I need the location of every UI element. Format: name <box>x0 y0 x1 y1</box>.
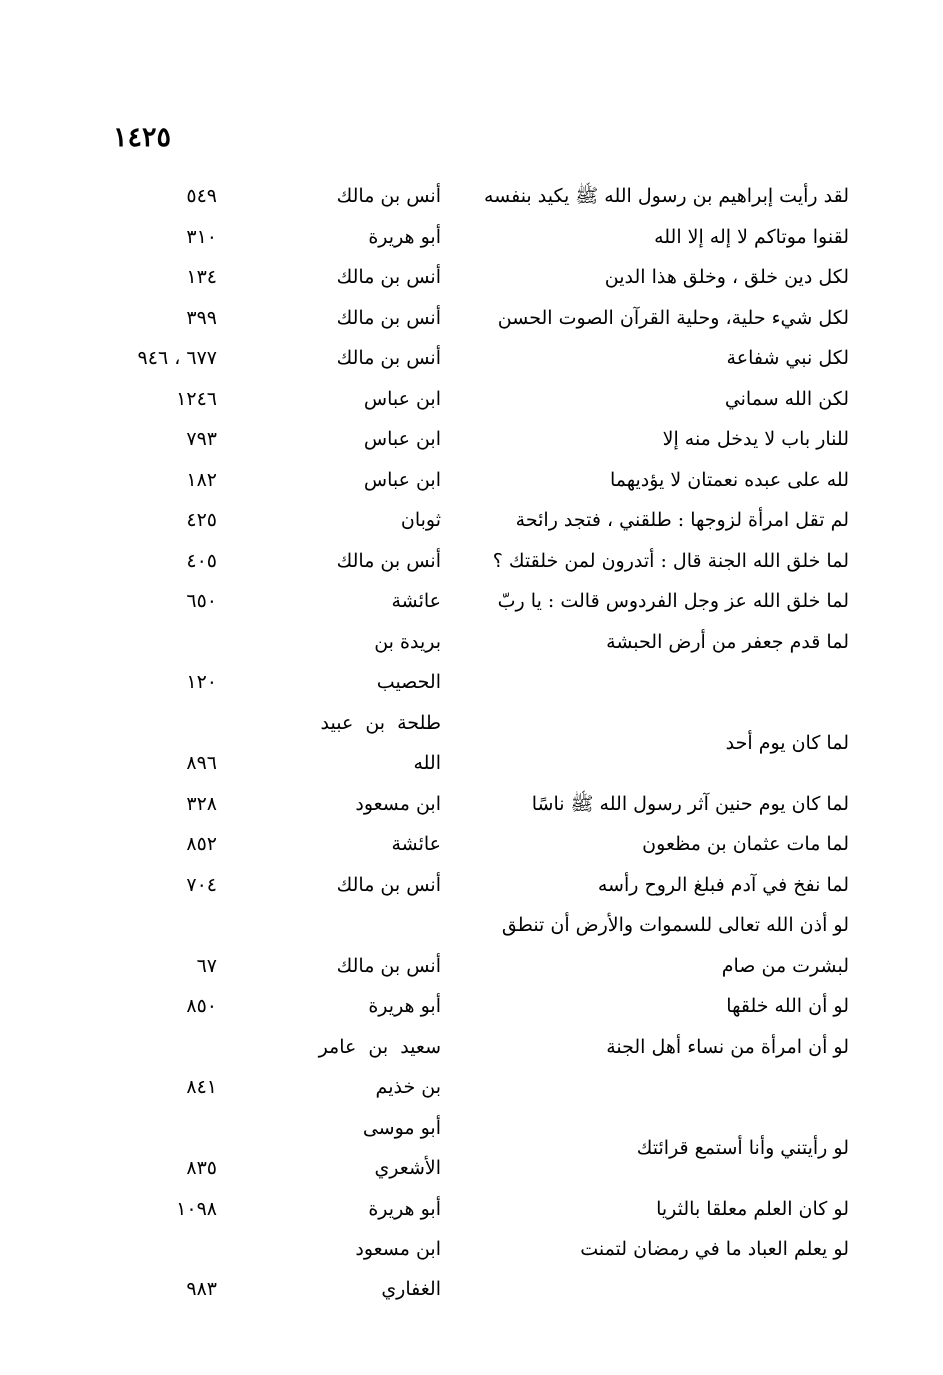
narrator-continued: الحصيب <box>376 670 441 693</box>
narrator: أبو هريرة <box>368 995 441 1017</box>
page-ref: ٦٧٧ ، ٩٤٦ <box>137 347 217 369</box>
narrator: عائشة <box>391 833 441 855</box>
narrator-continued: الغفاري <box>381 1278 441 1300</box>
hadith-text: لو رأيتني وأنا أستمع قرائتك <box>636 1136 849 1159</box>
index-row <box>0 986 943 1027</box>
index-row <box>0 298 943 339</box>
narrator: ابن عباس <box>363 387 441 410</box>
index-row <box>0 784 943 825</box>
index-row <box>0 946 943 987</box>
page-ref: ١٨٢ <box>186 468 217 491</box>
narrator: ابن عباس <box>363 468 441 491</box>
hadith-text: لو يعلم العباد ما في رمضان لتمنت <box>580 1238 849 1260</box>
hadith-text: لو أذن الله تعالى للسموات والأرض أن تنطق <box>501 914 849 936</box>
page-ref: ٨٩٦ <box>186 751 217 774</box>
page-ref: ١٢٤٦ <box>176 387 217 410</box>
page-ref: ٧٩٣ <box>186 428 217 450</box>
narrator: ابن عباس <box>363 428 441 450</box>
page-ref: ٤٠٥ <box>186 549 217 572</box>
hadith-text: لما خلق الله الجنة قال : أتدرون لمن خلقتك ؟ <box>492 549 849 572</box>
index-row <box>0 379 943 420</box>
page-ref: ٦٥٠ <box>186 590 217 612</box>
index-row <box>0 1027 943 1108</box>
index-row <box>0 703 943 784</box>
page-ref: ١٢٠ <box>186 670 217 693</box>
index-row <box>0 176 943 217</box>
narrator: أنس بن مالك <box>336 549 441 572</box>
hadith-text: لكل دين خلق ، وخلق هذا الدين <box>604 266 849 288</box>
index-row <box>0 419 943 460</box>
index-row <box>0 865 943 906</box>
hadith-text: لقنوا موتاكم لا إله إلا الله <box>654 225 849 248</box>
narrator: أنس بن مالك <box>336 266 441 288</box>
narrator: طلحة بن عبيد <box>320 711 441 734</box>
hadith-text: لما كان يوم حنين آثر رسول الله ﷺ ناسًا <box>531 792 849 815</box>
page-ref: ٨٤١ <box>186 1075 217 1098</box>
hadith-text: لما مات عثمان بن مظعون <box>642 833 849 855</box>
hadith-text: لما كان يوم أحد <box>725 731 849 754</box>
hadith-text: لله على عبده نعمتان لا يؤديهما <box>609 468 849 491</box>
narrator: ابن مسعود <box>355 1238 441 1260</box>
page-ref: ٣٩٩ <box>186 306 217 329</box>
hadith-text: لقد رأيت إبراهيم بن رسول الله ﷺ يكيد بنفسه <box>483 185 849 207</box>
hadith-text: للنار باب لا يدخل منه إلا <box>662 428 849 450</box>
page-ref: ٥٤٩ <box>186 185 217 207</box>
hadith-text: لما قدم جعفر من أرض الحبشة <box>606 630 849 653</box>
index-row <box>0 338 943 379</box>
narrator: أنس بن مالك <box>336 306 441 329</box>
narrator-continued: الأشعري <box>374 1156 441 1179</box>
narrator: سعيد بن عامر <box>318 1035 441 1058</box>
index-row <box>0 1108 943 1189</box>
index-row <box>0 460 943 501</box>
narrator: أنس بن مالك <box>336 185 441 207</box>
narrator: ثوبان <box>400 509 441 531</box>
hadith-text: لكن الله سماني <box>724 387 849 410</box>
hadith-text: لبشرت من صام <box>721 954 849 977</box>
index-row <box>0 217 943 258</box>
page-ref: ٦٧ <box>196 954 217 977</box>
hadith-text: لكل نبي شفاعة <box>726 347 849 369</box>
page-ref: ٩٨٣ <box>186 1278 217 1300</box>
page-ref: ١٣٤ <box>186 266 217 288</box>
page-number: ١٤٢٥ <box>113 122 172 153</box>
index-row <box>0 622 943 703</box>
narrator: بريدة بن <box>374 630 441 653</box>
page-ref: ٣٢٨ <box>186 792 217 815</box>
narrator: أنس بن مالك <box>336 873 441 896</box>
index-row <box>0 1229 943 1310</box>
narrator-continued: بن خذيم <box>375 1075 441 1098</box>
page-ref: ٨٥٠ <box>186 995 217 1017</box>
hadith-text: لما نفخ في آدم فبلغ الروح رأسه <box>597 873 849 896</box>
index-row <box>0 500 943 541</box>
narrator: أبو هريرة <box>368 1197 441 1220</box>
index-row <box>0 581 943 622</box>
page-ref: ٤٢٥ <box>186 509 217 531</box>
page-ref: ٨٣٥ <box>186 1156 217 1179</box>
page-ref: ٨٥٢ <box>186 833 217 855</box>
index-row <box>0 541 943 582</box>
narrator-continued: الله <box>413 751 441 774</box>
hadith-text: لو أن امرأة من نساء أهل الجنة <box>606 1035 849 1058</box>
hadith-text: لكل شيء حلية، وحلية القرآن الصوت الحسن <box>497 306 849 329</box>
index-row <box>0 905 943 946</box>
narrator: أبو موسى <box>362 1116 441 1139</box>
narrator: ابن مسعود <box>355 792 441 815</box>
index-row <box>0 257 943 298</box>
narrator: أبو هريرة <box>368 225 441 248</box>
index-row <box>0 1189 943 1230</box>
page-ref: ٣١٠ <box>186 225 217 248</box>
page-ref: ١٠٩٨ <box>176 1197 217 1220</box>
narrator: عائشة <box>391 590 441 612</box>
hadith-text: لو أن الله خلقها <box>726 995 849 1017</box>
hadith-text: لما خلق الله عز وجل الفردوس قالت : يا ربّ <box>497 590 849 612</box>
index-row <box>0 824 943 865</box>
narrator: أنس بن مالك <box>336 954 441 977</box>
page-ref: ٧٠٤ <box>186 873 217 896</box>
hadith-text: لم تقل امرأة لزوجها : طلقني ، فتجد رائحة <box>515 509 849 531</box>
hadith-text: لو كان العلم معلقا بالثريا <box>656 1197 849 1220</box>
index-table <box>0 176 943 1310</box>
narrator: أنس بن مالك <box>336 347 441 369</box>
